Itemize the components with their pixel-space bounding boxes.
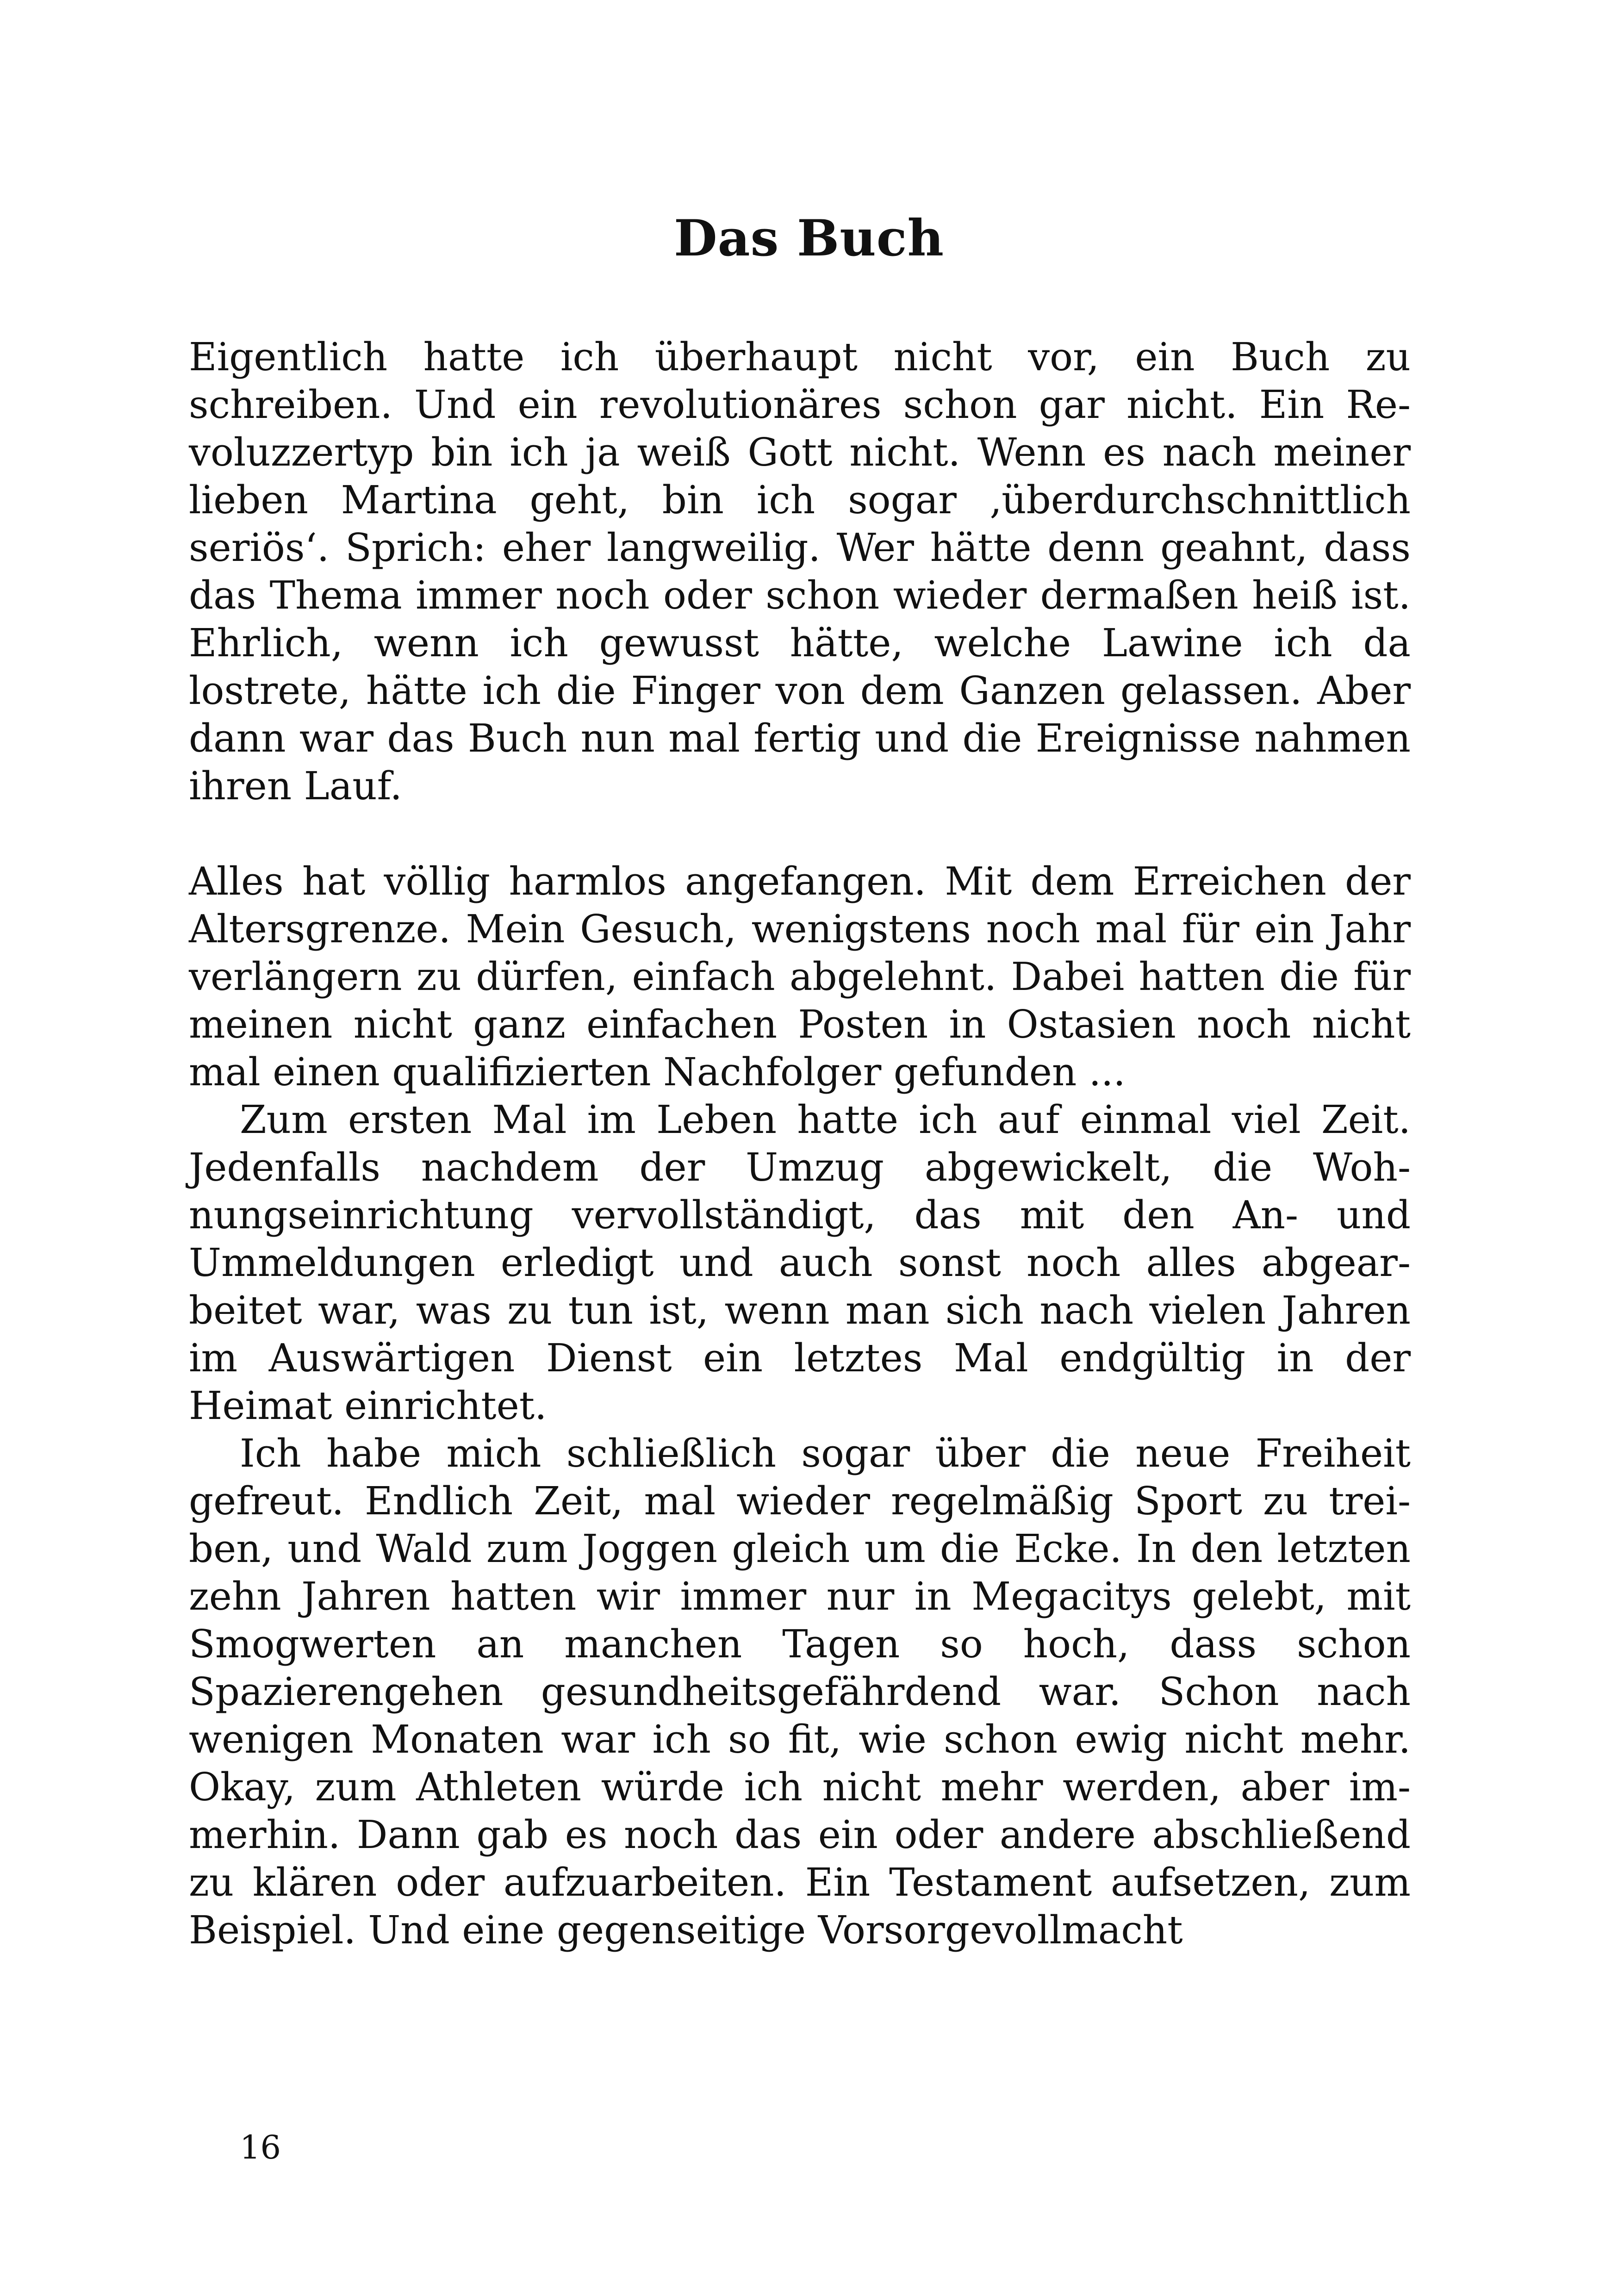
paragraph-3: Zum ersten Mal im Leben hatte ich auf einmal viel Zeit. Jedenfalls nachdem der Umzug abgewickelt, die Wohnungseinrichtung vervollständigt, das mit den An- und Ummeldungen erledigt und auch sonst noch alles abgearbeitet war, was zu tun ist, wenn man sich nach vielen Jahren im Auswärtigen Dienst ein letztes Mal endgültig in der Heimat einrichtet.	[189, 1097, 1411, 1428]
paragraph-spacer	[189, 810, 1411, 858]
paragraph-2: Alles hat völlig harmlos angefangen. Mit dem Erreichen der Altersgrenze. Mein Gesuch, wenigstens noch mal für ein Jahr verlängern zu dürfen, einfach abgelehnt. Dabei hatten die für meinen nicht ganz einfachen Posten in Ostasien noch nicht mal einen qualifizierten Nachfolger gefunden ...	[189, 859, 1411, 1095]
page-number: 16	[240, 2128, 281, 2166]
body-text	[189, 333, 1411, 1954]
paragraph-1: Eigentlich hatte ich überhaupt nicht vor, ein Buch zu schreiben. Und ein revolutionäres schon gar nicht. Ein Revoluzzertyp bin ich ja weiß Gott nicht. Wenn es nach meiner lieben Martina geht, bin ich sogar ‚überdurchschnittlich seriös‘. Sprich: eher langweilig. Wer hätte denn geahnt, dass das Thema immer noch oder schon wieder dermaßen heiß ist. Ehrlich, wenn ich gewusst hätte, welche Lawine ich da lostrete, hätte ich die Finger von dem Ganzen gelassen. Aber dann war das Buch nun mal fertig und die Ereignisse nahmen ihren Lauf.	[189, 335, 1411, 809]
paragraph-4: Ich habe mich schließlich sogar über die neue Freiheit gefreut. Endlich Zeit, mal wieder regelmäßig Sport zu treiben, und Wald zum Joggen gleich um die Ecke. In den letzten zehn Jahren hatten wir immer nur in Megacitys gelebt, mit Smogwerten an manchen Tagen so hoch, dass schon Spazierengehen gesundheitsgefährdend war. Schon nach wenigen Monaten war ich so fit, wie schon ewig nicht mehr. Okay, zum Athleten würde ich nicht mehr werden, aber immerhin. Dann gab es noch das ein oder andere abschließend zu klären oder aufzuarbeiten. Ein Testament aufsetzen, zum Beispiel. Und eine gegenseitige Vorsorgevollmacht	[189, 1431, 1411, 1953]
chapter-title: Das Buch	[673, 209, 945, 268]
